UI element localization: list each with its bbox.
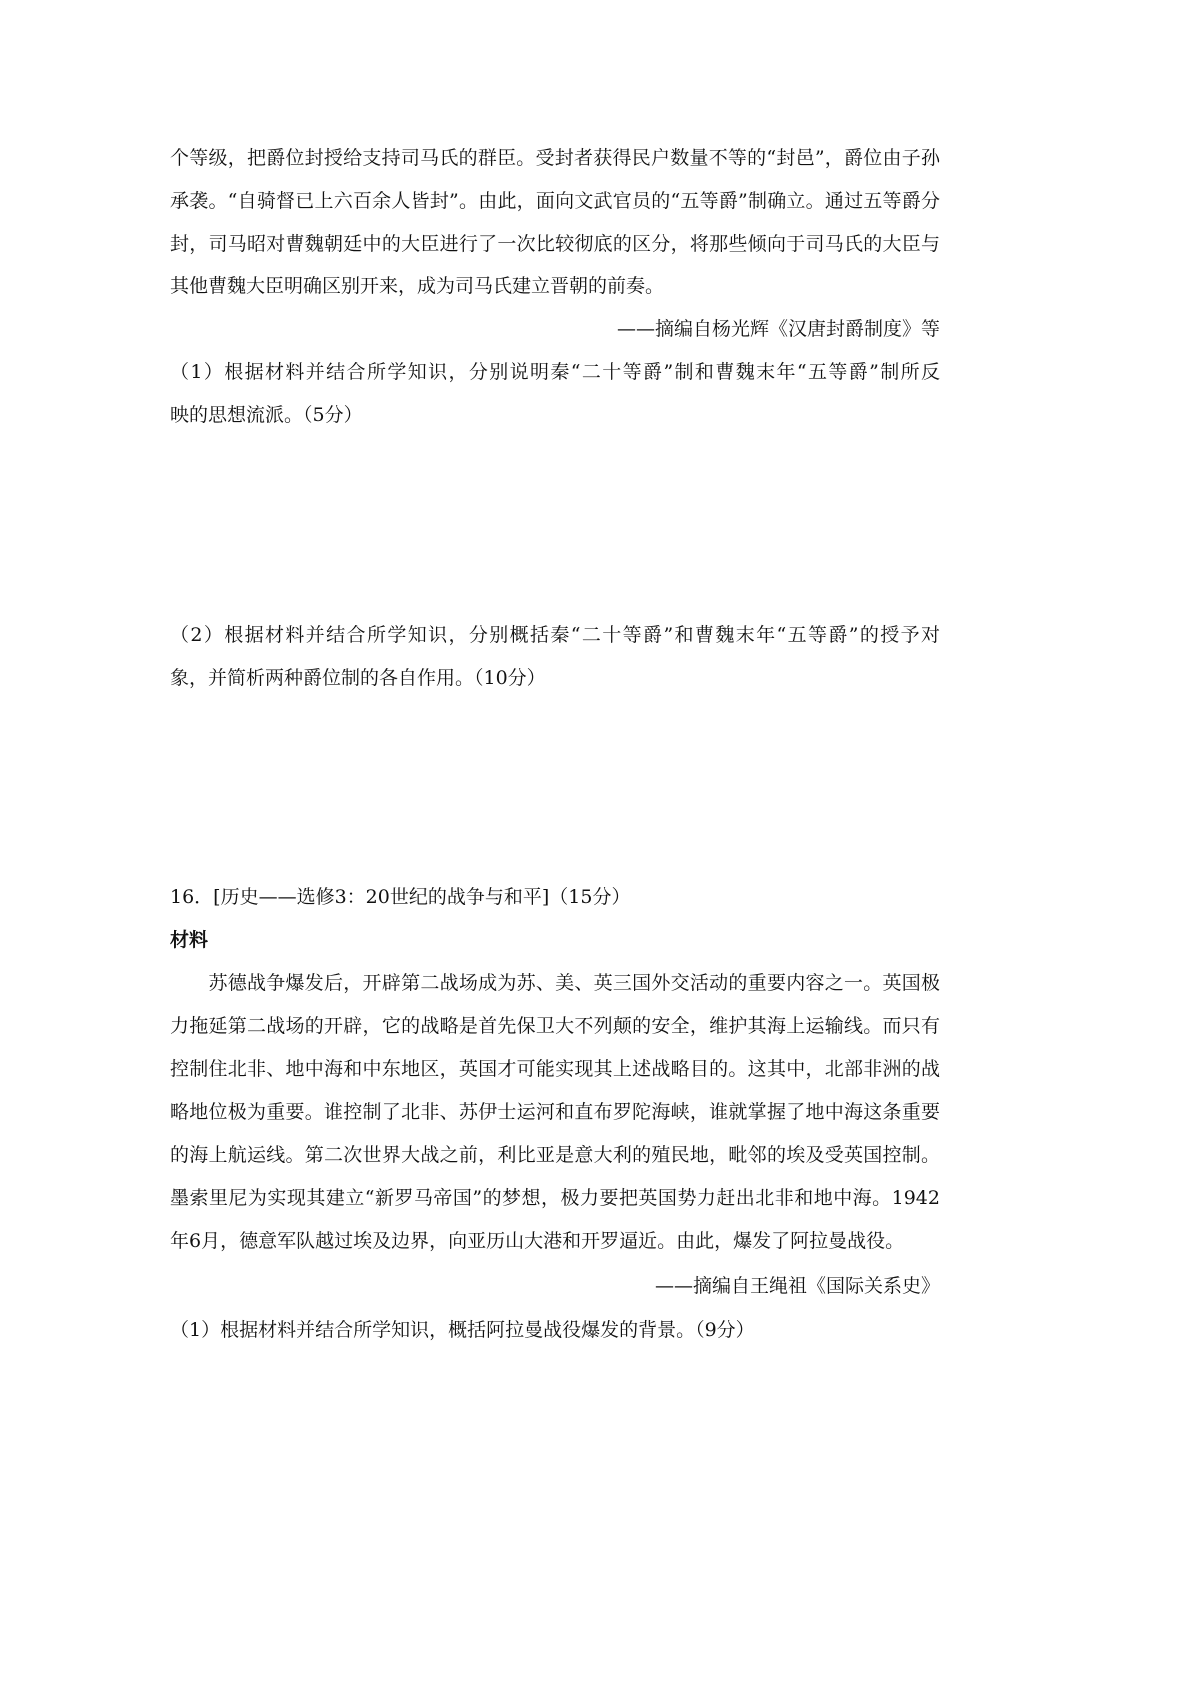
text-line: 力拖延第二战场的开辟，它的战略是首先保卫大不列颠的安全，维护其海上运输线。而只有 (170, 1015, 940, 1037)
text-line: 年6月，德意军队越过埃及边界，向亚历山大港和开罗逼近。由此，爆发了阿拉曼战役。 (170, 1230, 905, 1252)
text-line: 其他曹魏大臣明确区别开来，成为司马氏建立晋朝的前奏。 (170, 275, 665, 297)
text-line: 封，司马昭对曹魏朝廷中的大臣进行了一次比较彻底的区分，将那些倾向于司马氏的大臣与 (170, 233, 940, 255)
question-line: 象，并简析两种爵位制的各自作用。（10分） (170, 667, 546, 689)
question-heading: 16．[历史——选修3：20世纪的战争与和平]（15分） (170, 886, 631, 908)
question-line: 映的思想流派。（5分） (170, 404, 363, 426)
source-citation: ——摘编自杨光辉《汉唐封爵制度》等 (616, 318, 940, 340)
question-line: （1）根据材料并结合所学知识，概括阿拉曼战役爆发的背景。（9分） (170, 1319, 755, 1341)
text-line: 的海上航运线。第二次世界大战之前，利比亚是意大利的殖民地，毗邻的埃及受英国控制。 (170, 1144, 940, 1166)
question-line: （2）根据材料并结合所学知识，分别概括秦“二十等爵”和曹魏末年“五等爵”的授予对 (170, 624, 940, 646)
text-line: 苏德战争爆发后，开辟第二战场成为苏、美、英三国外交活动的重要内容之一。英国极 (170, 972, 940, 994)
text-line: 略地位极为重要。谁控制了北非、苏伊士运河和直布罗陀海峡，谁就掌握了地中海这条重要 (170, 1101, 940, 1123)
text-line: 墨索里尼为实现其建立“新罗马帝国”的梦想，极力要把英国势力赶出北非和地中海。1942 (170, 1187, 940, 1209)
material-label: 材料 (170, 929, 209, 951)
source-citation: ——摘编自王绳祖《国际关系史》 (654, 1275, 940, 1297)
text-line: 控制住北非、地中海和中东地区，英国才可能实现其上述战略目的。这其中，北部非洲的战 (170, 1058, 940, 1080)
question-line: （1）根据材料并结合所学知识，分别说明秦“二十等爵”制和曹魏末年“五等爵”制所反 (170, 361, 940, 383)
text-line: 承袭。“自骑督已上六百余人皆封”。由此，面向文武官员的“五等爵”制确立。通过五等爵分 (170, 190, 940, 212)
text-line: 个等级，把爵位封授给支持司马氏的群臣。受封者获得民户数量不等的“封邑”，爵位由子孙 (170, 147, 940, 169)
